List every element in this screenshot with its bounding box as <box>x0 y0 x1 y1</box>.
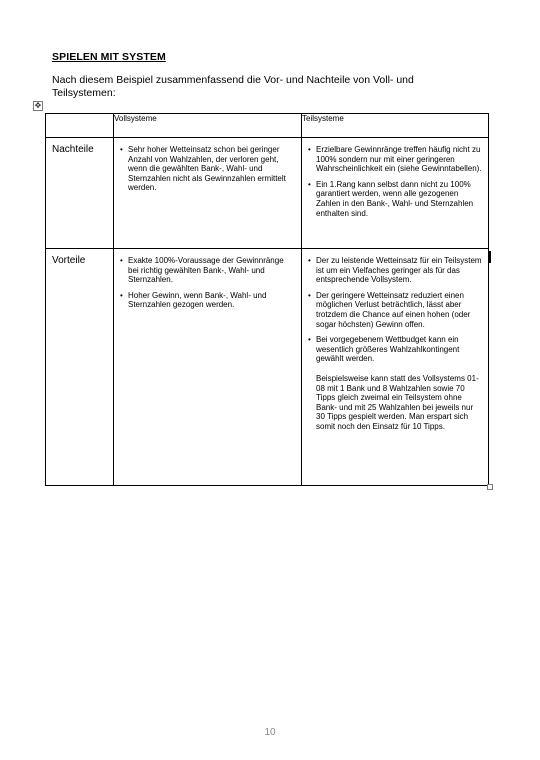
page-number: 10 <box>264 727 276 738</box>
list-item: • Hoher Gewinn, wenn Bank-, Wahl- und Sternzahlen gezogen werden. <box>120 290 267 310</box>
table-row-vorteile <box>46 249 489 486</box>
cell-vorteile-voll <box>114 249 302 486</box>
row-label-vorteile: Vorteile <box>46 249 114 486</box>
list-item: • Der geringere Wetteinsatz reduziert einen möglichen Verlust beträchtlich, lässt aber trotzdem die Chance auf einen hohen (oder sogar höchsten) Gewinn offen. <box>308 290 471 329</box>
bullet-icon: • <box>308 145 311 154</box>
table-row-nachteile <box>46 138 489 249</box>
bullet-icon: • <box>120 256 123 265</box>
list-item: • Der zu leistende Wetteinsatz für ein Teilsystem ist um ein Vielfaches geringer als für das entsprechende Vollsystem. <box>308 256 482 285</box>
text-cursor <box>489 251 491 263</box>
header-cell-vollsysteme: Vollsysteme <box>114 114 302 138</box>
bullet-icon: • <box>120 290 123 300</box>
list-item: • Bei vorgegebenem Wettbudget kann ein wesentlich größeres Wahlzahlkontingent gewählt werden. <box>308 335 460 364</box>
bullet-icon: • <box>120 145 123 154</box>
intro-paragraph: Nach diesem Beispiel zusammenfassend die Vor- und Nachteile von Voll- und Teilsystemen: <box>52 74 414 99</box>
bullet-icon: • <box>308 256 311 265</box>
example-note: Beispielsweise kann statt des Vollsystems 01-08 mit 1 Bank und 8 Wahlzahlen sowie 70 Tipps gleich zweimal ein Teilsystem ohne Bank- und mit 25 Wahlzahlen bei jeweils nur 30 Tipps gespielt werden. Man erspart sich somit noch den Einsatz für 10 Tipps. <box>316 373 479 431</box>
header-cell-empty <box>46 114 114 138</box>
cell-nachteile-teil <box>302 138 489 249</box>
list-item: • Exakte 100%-Voraussage der Gewinnränge bei richtig gewählten Bank-, Wahl- und Sternzahlen. <box>120 256 284 285</box>
cell-vorteile-teil <box>302 249 489 486</box>
comparison-table <box>45 113 489 486</box>
bullet-icon: • <box>308 335 311 345</box>
bullet-icon: • <box>308 179 311 189</box>
cell-nachteile-voll <box>114 138 302 249</box>
list-item: • Erzielbare Gewinnränge treffen häufig nicht zu 100% sondern nur mit einer geringeren Wahrscheinlichkeit ein (siehe Gewinntabellen). <box>308 145 482 174</box>
row-label-nachteile: Nachteile <box>46 138 114 249</box>
header-cell-teilsysteme: Teilsysteme <box>302 114 489 138</box>
move-arrows-icon: ✥ <box>34 101 42 110</box>
table-header-row <box>46 114 489 138</box>
list-item: • Ein 1.Rang kann selbst dann nicht zu 100% garantiert werden, wenn alle gezogenen Zahlen in den Bank-, Wahl- und Sternzahlen enthalten sind. <box>308 179 474 218</box>
table-resize-handle[interactable] <box>487 484 493 490</box>
section-heading: SPIELEN MIT SYSTEM <box>52 51 166 63</box>
bullet-icon: • <box>308 290 311 300</box>
table-move-handle[interactable] <box>33 101 43 111</box>
list-item: • Sehr hoher Wetteinsatz schon bei geringer Anzahl von Wahlzahlen, der verloren geht, wenn die gewählten Bank-, Wahl- und Sternzahlen nicht als Gewinnzahlen ermittelt werden. <box>120 145 286 193</box>
